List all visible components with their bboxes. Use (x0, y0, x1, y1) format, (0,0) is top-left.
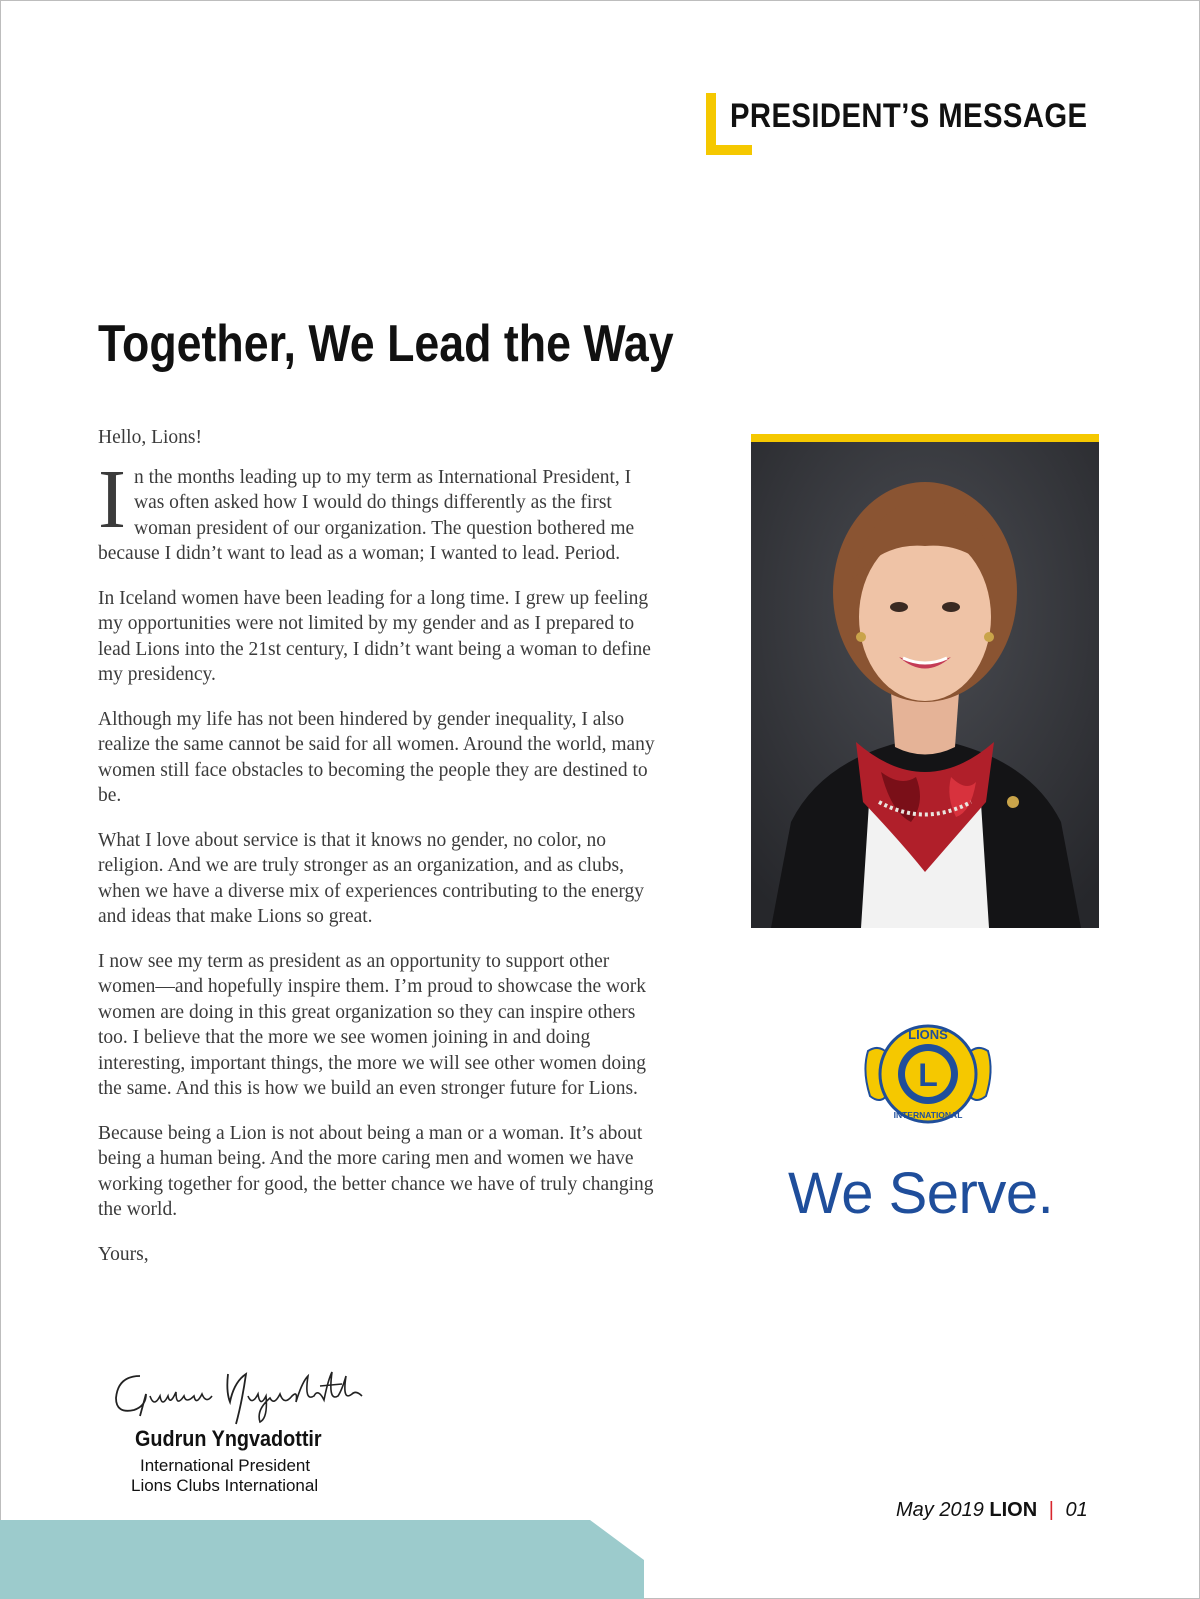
letter-body (98, 425, 658, 1286)
paragraph-1-text: n the months leading up to my term as International President, I was often asked how I would do things differently as the first woman president of our organization. The question bothered me because I didn’t want to lead as a woman; I wanted to lead. Period. (98, 466, 635, 564)
paragraph-1 (98, 452, 658, 567)
footer-decorative-band (0, 1520, 644, 1599)
footer-issue: May 2019 (896, 1499, 984, 1521)
page-number: 01 (1065, 1499, 1088, 1521)
signer-name: Gudrun Yngvadottir (135, 1426, 322, 1451)
president-portrait (751, 442, 1099, 928)
logo-center-letter: L (918, 1057, 938, 1093)
lions-international-logo (860, 1011, 996, 1137)
greeting: Hello, Lions! (98, 427, 202, 448)
handwritten-signature (110, 1362, 370, 1428)
footer-magazine: LION (989, 1499, 1038, 1521)
logo-top-text: LIONS (908, 1027, 948, 1042)
paragraph-4: What I love about service is that it knows no gender, no color, no religion. And we are truly stronger as an organization, and as clubs, when we have a diverse mix of experiences contributing to the energy and ideas that make Lions so great. (98, 829, 644, 927)
section-header (706, 93, 1106, 155)
photo-accent-bar (751, 434, 1099, 442)
paragraph-3: Although my life has not been hindered by gender inequality, I also realize the same cannot be said for all women. Around the world, many women still face obstacles to becoming the people they are destined to be. (98, 708, 655, 806)
closing: Yours, (98, 1243, 149, 1265)
paragraph-6: Because being a Lion is not about being a man or a woman. It’s about being a human being. And the more caring men and women we have working together for good, the better chance we have of truly changing the world. (98, 1122, 654, 1220)
paragraph-5: I now see my term as president as an opportunity to support other women—and hopefully inspire them. I’m proud to showcase the work women are doing in this great organization so they can inspire others too. I believe that the more we see women joining in and doing interesting, important things, the more we will see other women doing the same. And this is how we build an even stronger future for Lions. (98, 950, 647, 1099)
paragraph-2: In Iceland women have been leading for a long time. I grew up feeling my opportunities were not limited by my gender and as I prepared to lead Lions into the 21st century, I didn’t want being a woman to define my presidency. (98, 587, 651, 685)
section-title: PRESIDENT’S MESSAGE (730, 97, 1088, 135)
tagline: We Serve. (788, 1161, 1054, 1226)
signer-title: International President (140, 1456, 311, 1475)
footer-separator: | (1048, 1499, 1054, 1521)
drop-cap: I (98, 452, 126, 546)
page-footer (896, 1499, 1088, 1522)
logo-bottom-text: INTERNATIONAL (893, 1110, 963, 1120)
section-bracket-icon (706, 93, 716, 155)
page-title: Together, We Lead the Way (98, 315, 674, 373)
signer-organization: Lions Clubs International (131, 1476, 319, 1495)
